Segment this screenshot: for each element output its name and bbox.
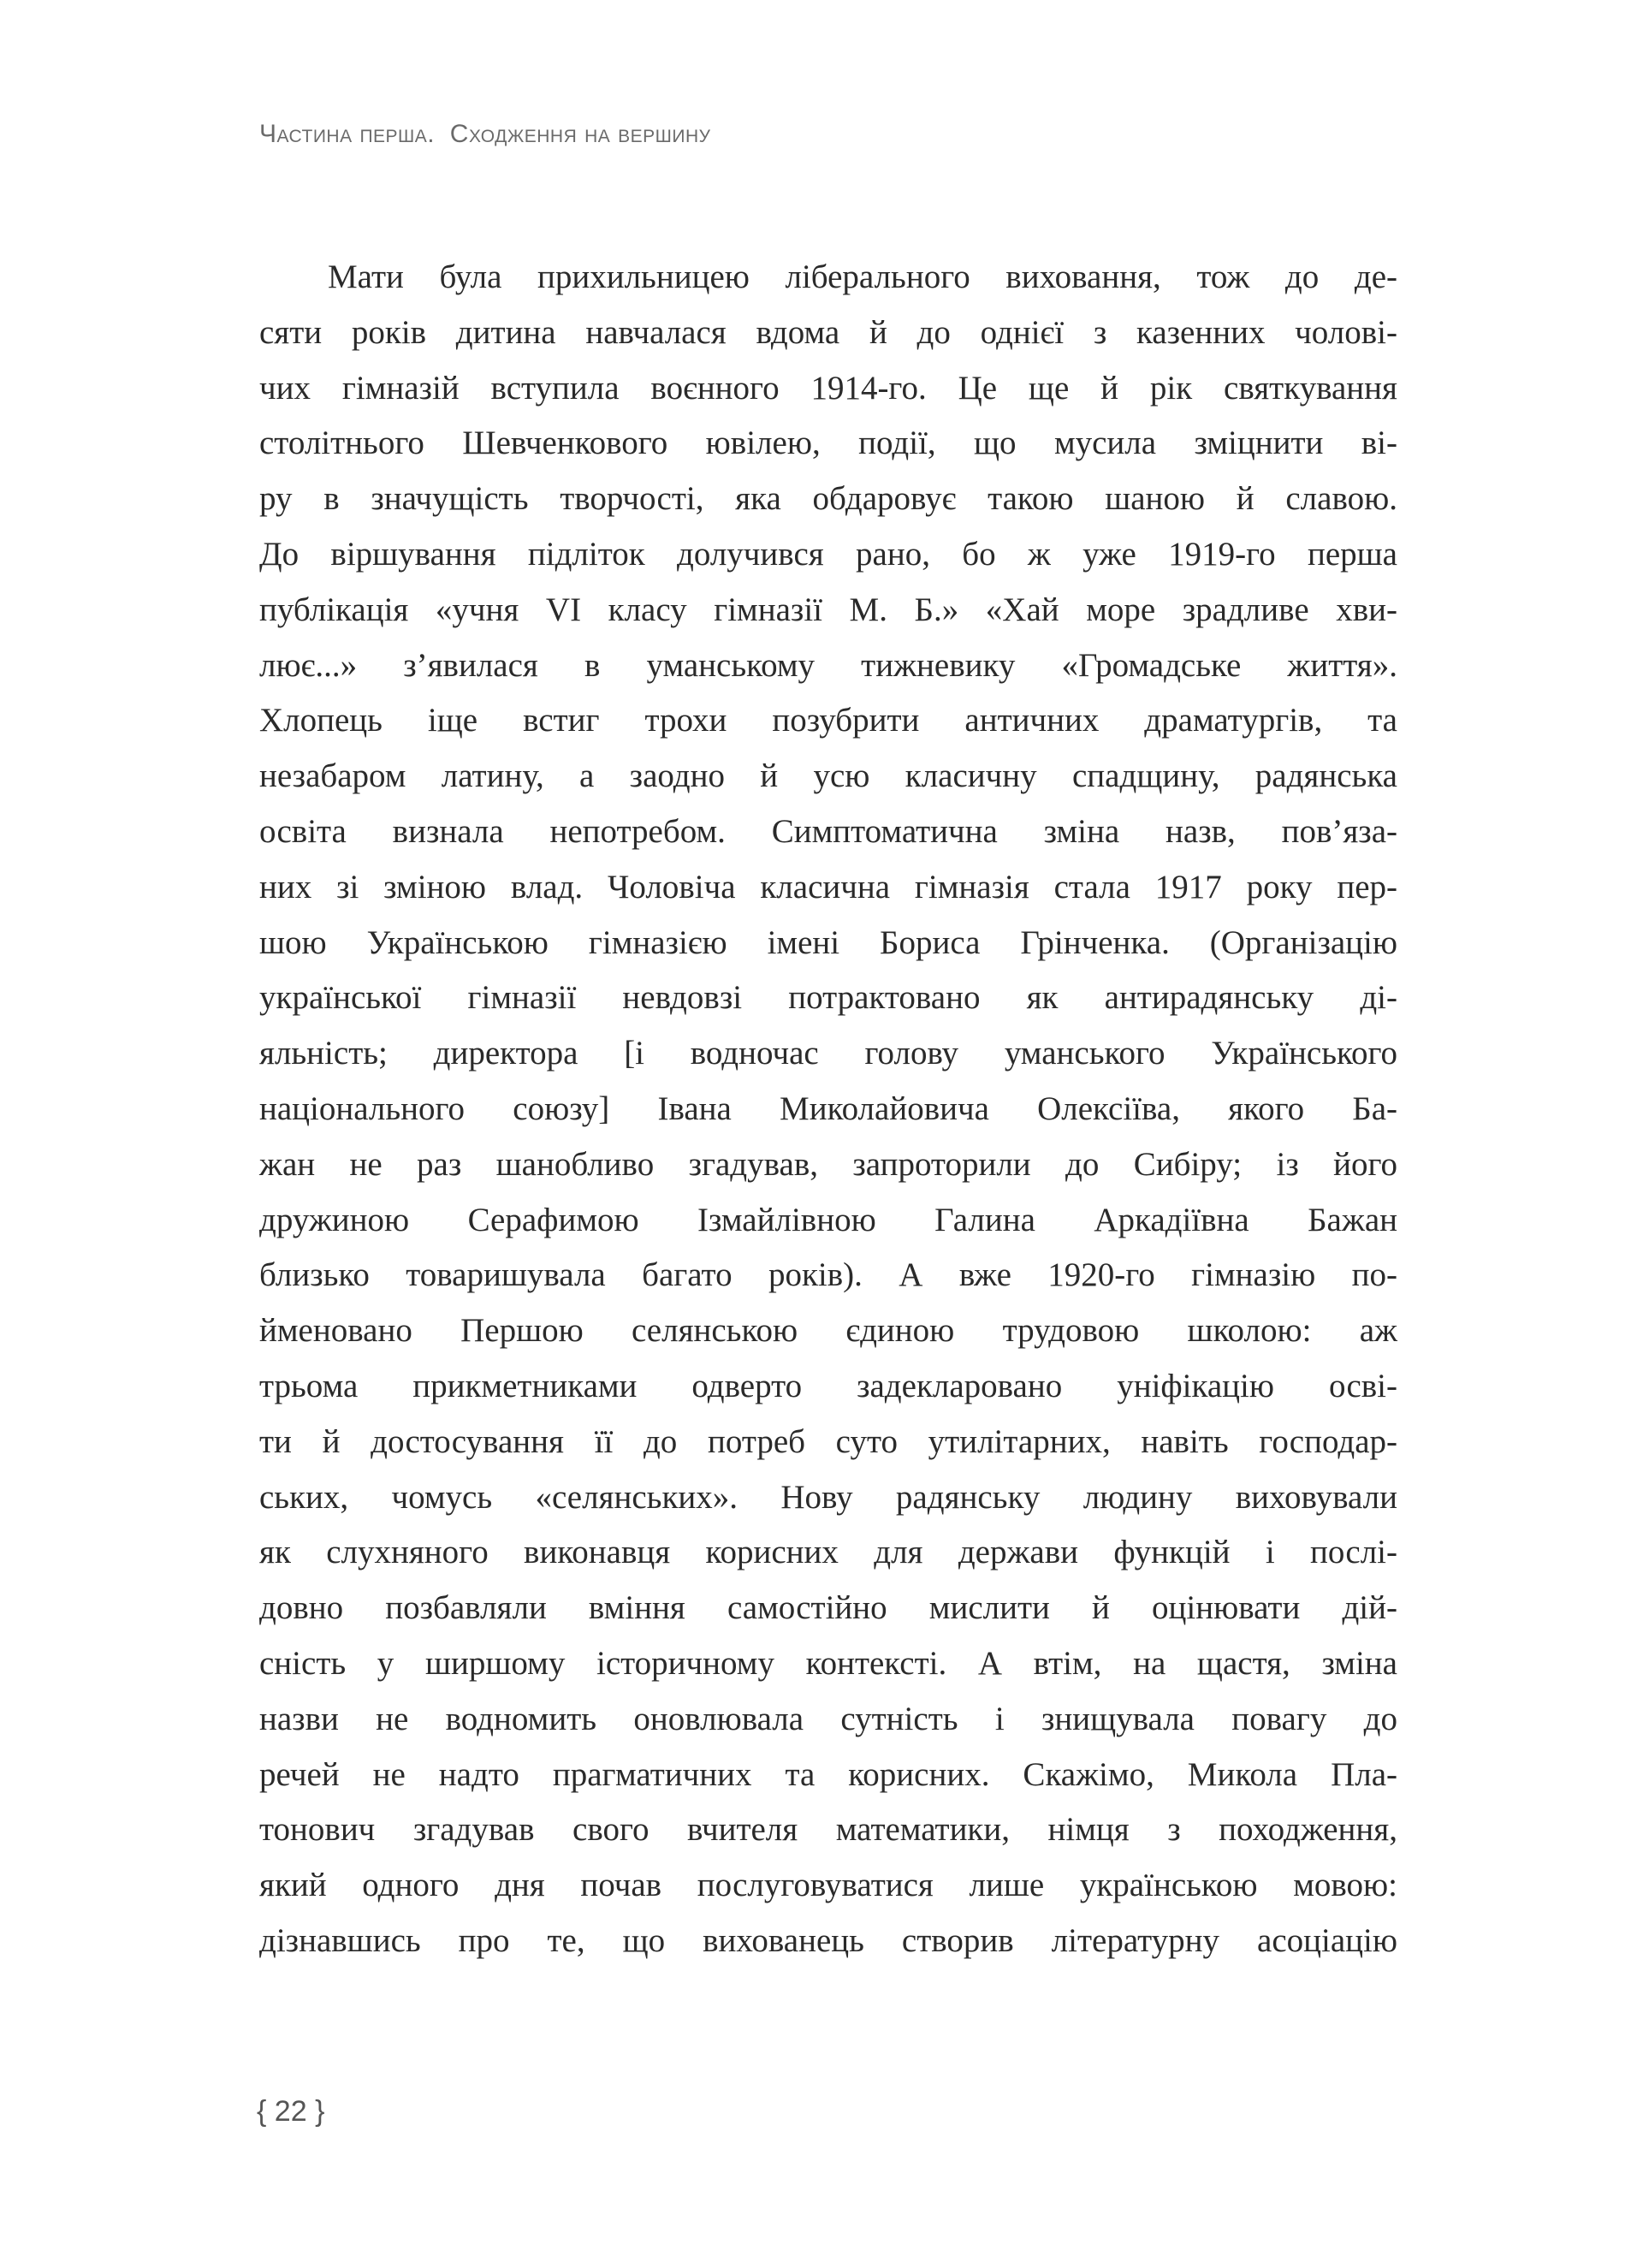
text-line: довно позбавляли вміння самостійно мислити й оцінювати дій-: [259, 1589, 1397, 1627]
text-line: публікація «учня VI класу гімназії М. Б.» «Хай море зрадливе хви-: [259, 591, 1397, 628]
text-line: йменовано Першою селянською єдиною трудовою школою: аж: [259, 1312, 1397, 1350]
text-line: незабаром латину, а заодно й усю класичну спадщину, радянська: [259, 757, 1397, 795]
text-line: як слухняного виконавця корисних для держави функцій і послі-: [259, 1534, 1397, 1571]
text-line: сяти років дитина навчалася вдома й до однієї з казенних чолові-: [259, 313, 1397, 351]
text-line: жан не раз шанобливо згадував, запроторили до Сибіру; із його: [259, 1145, 1397, 1183]
text-line: ти й достосування її до потреб суто утилітарних, навіть господар-: [259, 1422, 1397, 1460]
running-head: Частина перша. Сходження на вершину: [259, 120, 711, 148]
text-line: лює...» з’явилася в уманському тижневику «Громадське життя».: [259, 646, 1397, 684]
text-line: речей не надто прагматичних та корисних. Скажімо, Микола Пла-: [259, 1755, 1397, 1793]
text-line: яльність; директора [і водночас голову уманського Українського: [259, 1035, 1397, 1072]
text-line: трьома прикметниками одверто задекларовано уніфікацію осві-: [259, 1367, 1397, 1404]
text-line: столітнього Шевченкового ювілею, події, що мусила зміцнити ві-: [259, 425, 1397, 462]
text-line: Мати була прихильницею ліберального виховання, тож до де-: [328, 258, 1397, 295]
text-line: Хлопець іще встиг трохи позубрити античних драматургів, та: [259, 702, 1397, 739]
text-line: ських, чомусь «селянських». Нову радянську людину виховували: [259, 1478, 1397, 1516]
text-line: назви не водномить оновлювала сутність і знищувала повагу до: [259, 1700, 1397, 1737]
text-line: ру в значущість творчості, яка обдаровує такою шаною й славою.: [259, 480, 1397, 518]
text-line: національного союзу] Івана Миколайовича Олексіїва, якого Ба-: [259, 1089, 1397, 1127]
text-line: дізнавшись про те, що вихованець створив літературну асоціацію: [259, 1921, 1397, 1959]
text-line: До віршування підліток долучився рано, бо ж уже 1919-го перша: [259, 535, 1397, 573]
text-line: шою Українською гімназією імені Бориса Грінченка. (Організацію: [259, 923, 1397, 961]
text-line: близько товаришувала багато років). А вже 1920-го гімназію по-: [259, 1256, 1397, 1294]
page-number: { 22 }: [257, 2095, 325, 2128]
body-text: [259, 250, 1397, 1969]
text-line: освіта визнала непотребом. Симптоматична зміна назв, пов’яза-: [259, 812, 1397, 850]
text-line: чих гімназій вступила воєнного 1914-го. Це ще й рік святкування: [259, 369, 1397, 407]
text-line: який одного дня почав послуговуватися лише українською мовою:: [259, 1867, 1397, 1904]
text-line: сність у ширшому історичному контексті. А втім, на щастя, зміна: [259, 1644, 1397, 1682]
text-line: тонович згадував свого вчителя математики, німця з походження,: [259, 1811, 1397, 1849]
text-line: них зі зміною влад. Чоловіча класична гімназія стала 1917 року пер-: [259, 868, 1397, 905]
text-line: дружиною Серафимою Ізмайлівною Галина Аркадіївна Бажан: [259, 1201, 1397, 1238]
text-line: української гімназії невдовзі потрактовано як антирадянську ді-: [259, 979, 1397, 1017]
